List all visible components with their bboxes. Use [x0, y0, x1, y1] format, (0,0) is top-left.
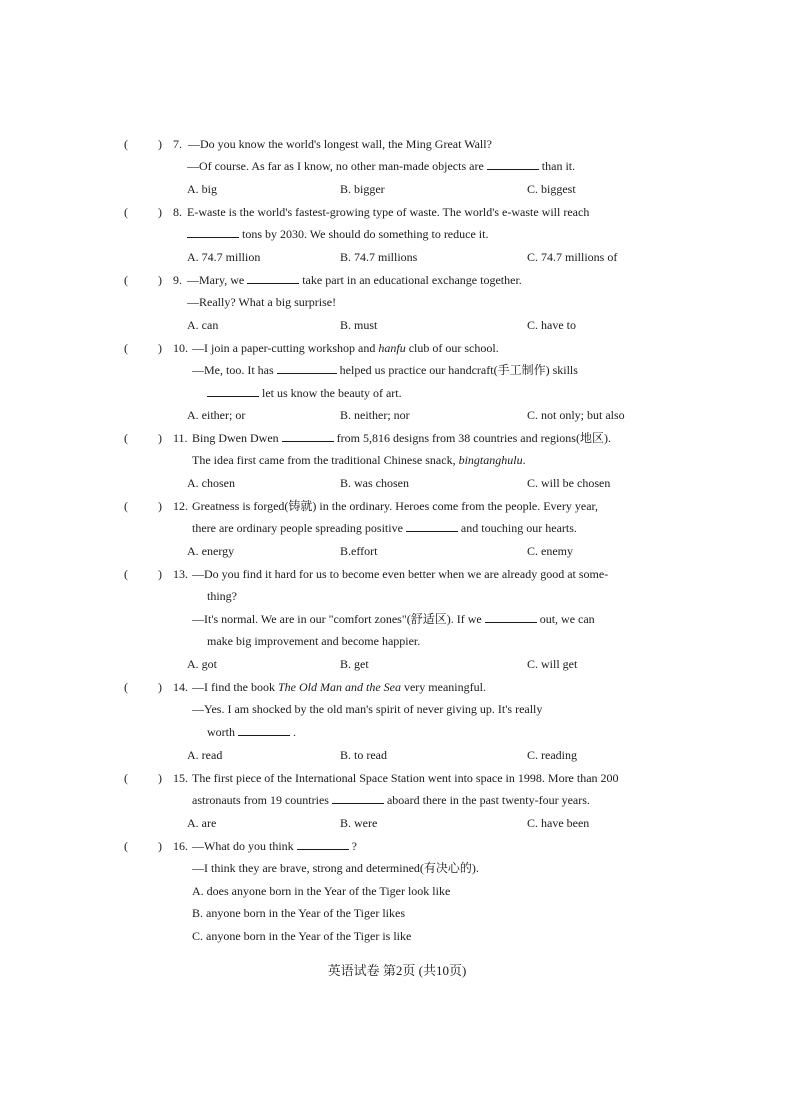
text-segment: Bing Dwen Dwen	[192, 431, 279, 445]
question-text-line	[192, 679, 486, 695]
text-segment: and touching our hearts.	[460, 521, 577, 535]
question-text: —Do you find it hard for us to become even better when we are already good at some-	[192, 567, 609, 581]
option-c: C. biggest	[527, 182, 576, 196]
option-b: B. was chosen	[340, 476, 409, 490]
text-segment: .	[522, 453, 526, 467]
option-b: B. get	[340, 657, 369, 671]
answer-paren-open[interactable]: (	[124, 431, 128, 445]
answer-paren-close: )	[158, 273, 162, 287]
answer-blank[interactable]	[485, 611, 537, 623]
text-segment: helped us practice our handcraft(手工制作) skills	[339, 363, 578, 377]
option-b: B.effort	[340, 544, 378, 558]
text-segment: club of our school.	[408, 341, 499, 355]
option-c: C. reading	[527, 748, 577, 762]
answer-paren-open[interactable]: (	[124, 567, 128, 581]
answer-paren-close: )	[158, 567, 162, 581]
question-number: 9.	[173, 273, 182, 287]
answer-paren-open[interactable]: (	[124, 839, 128, 853]
option-c: C. have been	[527, 816, 590, 830]
text-italic: bingtanghulu	[458, 453, 523, 467]
page-footer: 英语试卷 第2页 (共10页)	[327, 963, 467, 978]
answer-blank[interactable]	[247, 272, 299, 284]
question-number: 7.	[173, 137, 182, 151]
answer-paren-close: )	[158, 137, 162, 151]
option-a: A. can	[187, 318, 219, 332]
question-text-line	[187, 158, 575, 174]
option-b: B. to read	[340, 748, 387, 762]
answer-blank[interactable]	[406, 520, 458, 532]
option-c: C. enemy	[527, 544, 573, 558]
question-number: 13.	[173, 567, 188, 581]
text-segment: tons by 2030. We should do something to reduce it.	[242, 227, 489, 241]
option-b: B. neither; nor	[340, 408, 410, 422]
text-segment: than it.	[541, 159, 576, 173]
answer-paren-close: )	[158, 680, 162, 694]
question-text: —Really? What a big surprise!	[187, 295, 337, 309]
question-text-line	[192, 611, 595, 627]
answer-blank[interactable]	[297, 838, 349, 850]
answer-paren-close: )	[158, 771, 162, 785]
answer-paren-close: )	[158, 341, 162, 355]
question-text: —Do you know the world's longest wall, the Ming Great Wall?	[188, 137, 492, 151]
option-b: B. 74.7 millions	[340, 250, 418, 264]
answer-paren-open[interactable]: (	[124, 341, 128, 355]
answer-paren-open[interactable]: (	[124, 499, 128, 513]
text-segment: let us know the beauty of art.	[262, 386, 402, 400]
text-italic: The Old Man and the Sea	[278, 680, 401, 694]
text-segment: from 5,816 designs from 38 countries and regions(地区).	[336, 431, 611, 445]
question-text: make big improvement and become happier.	[207, 634, 421, 648]
answer-paren-close: )	[158, 431, 162, 445]
question-text: —I think they are brave, strong and determined(有决心的).	[192, 861, 479, 875]
text-segment: —It's normal. We are in our "comfort zones"(舒适区). If we	[192, 612, 482, 626]
answer-blank[interactable]	[487, 158, 539, 170]
answer-blank[interactable]	[277, 362, 337, 374]
question-text: —Yes. I am shocked by the old man's spirit of never giving up. It's really	[192, 702, 543, 716]
question-text-line	[207, 724, 296, 740]
question-number: 12.	[173, 499, 188, 513]
question-text-line	[187, 272, 522, 288]
text-segment: ?	[351, 839, 357, 853]
text-segment: out, we can	[539, 612, 595, 626]
question-text-line	[192, 452, 526, 468]
answer-blank[interactable]	[238, 724, 290, 736]
option-b: B. bigger	[340, 182, 385, 196]
question-number: 14.	[173, 680, 188, 694]
answer-paren-close: )	[158, 205, 162, 219]
option-c: C. not only; but also	[527, 408, 625, 422]
option-a: A. got	[187, 657, 217, 671]
answer-paren-open[interactable]: (	[124, 273, 128, 287]
text-segment: —Of course. As far as I know, no other man-made objects are	[187, 159, 484, 173]
text-segment: —I join a paper-cutting workshop and	[192, 341, 376, 355]
option-a: A. either; or	[187, 408, 246, 422]
answer-paren-close: )	[158, 499, 162, 513]
answer-blank[interactable]	[207, 385, 259, 397]
option-a: A. are	[187, 816, 217, 830]
text-segment: take part in an educational exchange together.	[302, 273, 522, 287]
question-text: Greatness is forged(铸就) in the ordinary. Heroes come from the people. Every year,	[192, 499, 599, 513]
question-number: 15.	[173, 771, 188, 785]
option-b: B. were	[340, 816, 378, 830]
option-c: C. will be chosen	[527, 476, 611, 490]
option-b: B. must	[340, 318, 378, 332]
option-a: A. chosen	[187, 476, 235, 490]
option-c: C. 74.7 millions of	[527, 250, 618, 264]
question-text-line	[192, 792, 590, 808]
question-number: 11.	[173, 431, 188, 445]
question-number: 10.	[173, 341, 188, 355]
question-text: E-waste is the world's fastest-growing type of waste. The world's e-waste will reach	[187, 205, 590, 219]
text-segment: .	[293, 725, 296, 739]
option-c: C. anyone born in the Year of the Tiger is like	[192, 929, 412, 943]
option-c: C. have to	[527, 318, 576, 332]
text-segment: —Mary, we	[187, 273, 245, 287]
question-text: thing?	[207, 589, 237, 603]
text-segment: very meaningful.	[403, 680, 486, 694]
option-a: A. big	[187, 182, 217, 196]
question-text-line	[192, 430, 611, 446]
answer-paren-close: )	[158, 839, 162, 853]
question-text-line	[187, 226, 488, 242]
text-segment: aboard there in the past twenty-four years.	[386, 793, 590, 807]
question-text-line	[207, 385, 402, 401]
text-segment: there are ordinary people spreading positive	[192, 521, 403, 535]
text-segment: —I find the book	[192, 680, 275, 694]
option-a: A. does anyone born in the Year of the Tiger look like	[192, 884, 451, 898]
answer-blank[interactable]	[187, 226, 239, 238]
question-number: 16.	[173, 839, 188, 853]
text-segment: —What do you think	[192, 839, 294, 853]
question-text: The first piece of the International Space Station went into space in 1998. More than 200	[192, 771, 619, 785]
answer-blank[interactable]	[332, 792, 384, 804]
option-a: A. energy	[187, 544, 235, 558]
question-text-line	[192, 362, 578, 378]
option-b: B. anyone born in the Year of the Tiger likes	[192, 906, 405, 920]
text-segment: worth	[207, 725, 235, 739]
text-segment: —Me, too. It has	[192, 363, 274, 377]
question-text-line	[192, 520, 577, 536]
option-a: A. read	[187, 748, 223, 762]
text-italic: hanfu	[378, 341, 406, 355]
answer-paren-open[interactable]: (	[124, 205, 128, 219]
answer-paren-open[interactable]: (	[124, 680, 128, 694]
option-c: C. will get	[527, 657, 578, 671]
answer-blank[interactable]	[282, 430, 334, 442]
answer-paren-open[interactable]: (	[124, 771, 128, 785]
text-segment: The idea first came from the traditional Chinese snack,	[192, 453, 456, 467]
text-segment: astronauts from 19 countries	[192, 793, 329, 807]
question-text-line	[192, 838, 357, 854]
answer-paren-open[interactable]: (	[124, 137, 128, 151]
question-text-line	[192, 340, 499, 356]
question-number: 8.	[173, 205, 182, 219]
option-a: A. 74.7 million	[187, 250, 261, 264]
